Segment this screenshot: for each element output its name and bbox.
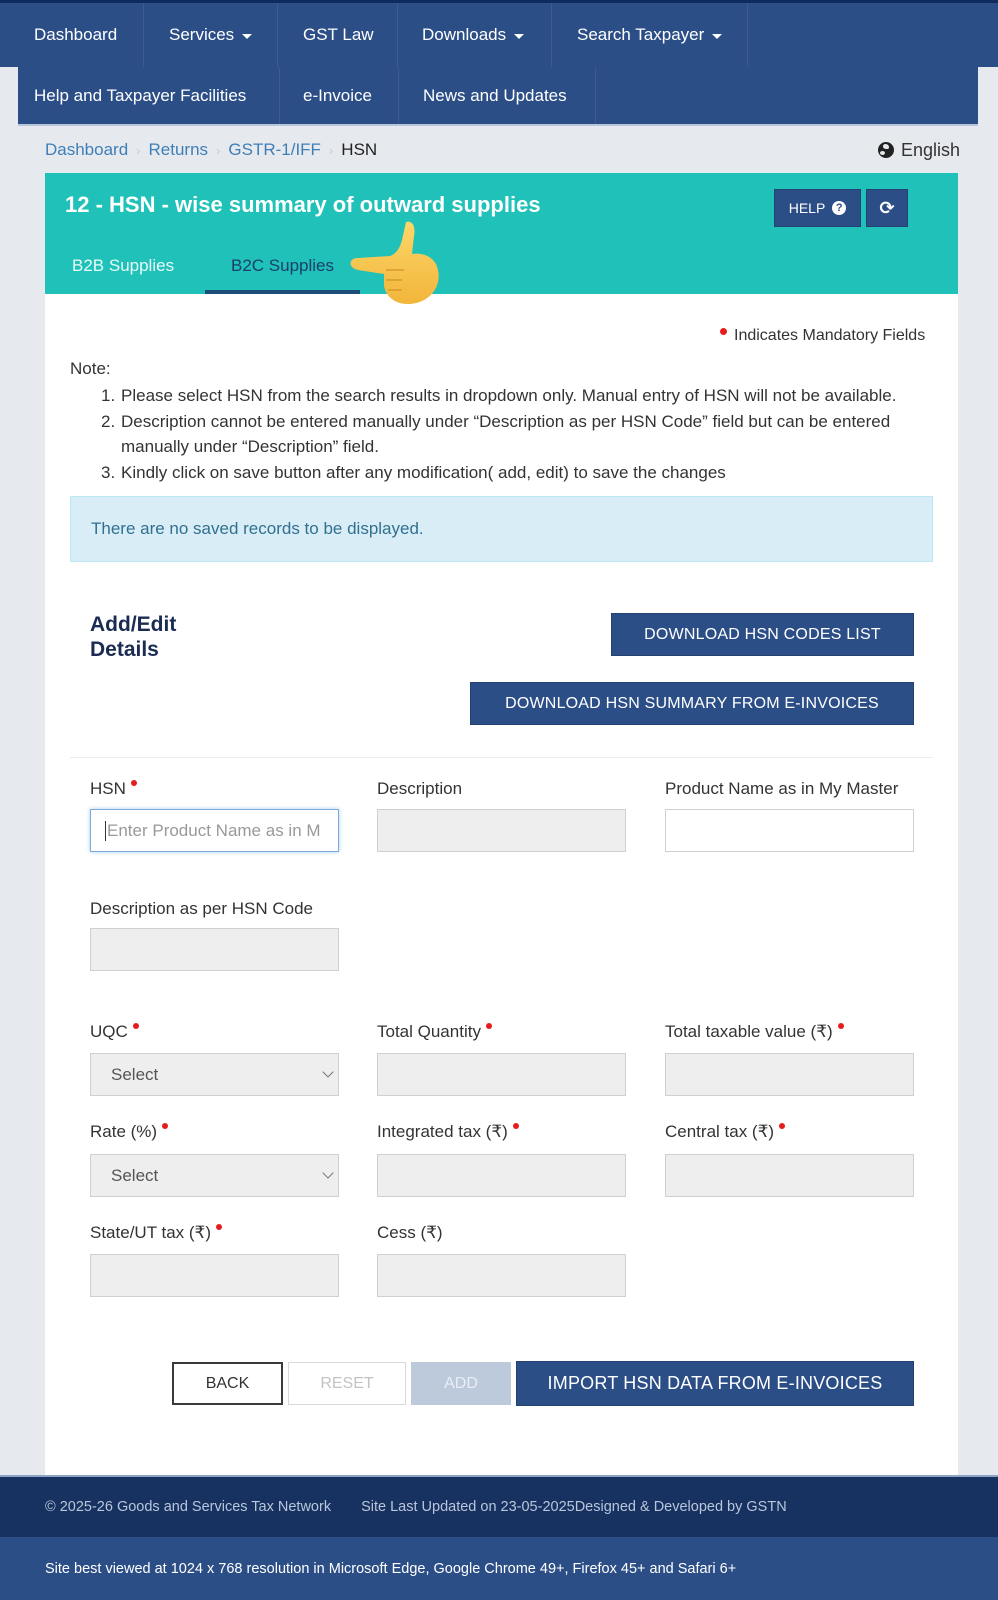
globe-icon: [878, 142, 894, 158]
description-label: [377, 779, 462, 799]
label-text: Description: [377, 779, 463, 798]
nav-divider: [595, 67, 596, 124]
nav-divider: [397, 3, 398, 67]
product-name-label: [665, 779, 898, 799]
breadcrumb-current: HSN: [341, 140, 378, 159]
note-number: 1.: [101, 386, 116, 405]
import-hsn-button[interactable]: IMPORT HSN DATA FROM E-INVOICES: [516, 1361, 914, 1406]
total-quantity-input[interactable]: [377, 1053, 626, 1096]
label-text: Cess (₹): [377, 1223, 443, 1242]
label-text: State/UT tax (₹): [90, 1223, 212, 1242]
breadcrumb-dashboard[interactable]: Dashboard: [45, 140, 129, 159]
heading-line-1: Add/Edit: [90, 613, 177, 636]
note-text: Please select HSN from the search results in dropdown only. Manual entry of HSN will not be available.: [121, 386, 897, 405]
required-dot-icon: [720, 328, 727, 335]
nav-label: GST Law: [303, 25, 374, 44]
breadcrumb: [45, 138, 377, 162]
note-number: 2.: [101, 411, 116, 431]
rate-label: [90, 1122, 168, 1142]
refresh-icon: ⟳: [879, 197, 895, 218]
integrated-tax-input[interactable]: [377, 1154, 626, 1197]
page-title: 12 - HSN - wise summary of outward supplies: [65, 192, 541, 217]
chevron-down-icon: [322, 1167, 333, 1178]
footer-browser-note: [0, 1537, 998, 1600]
tab-b2b-supplies[interactable]: B2B Supplies: [72, 256, 175, 275]
nav-label: Help and Taxpayer Facilities: [34, 85, 247, 105]
state-tax-input[interactable]: [90, 1254, 339, 1297]
text-cursor: [105, 821, 106, 841]
label-text: Rate (%): [90, 1122, 158, 1141]
required-dot-icon: [779, 1123, 785, 1129]
download-hsn-summary-button[interactable]: DOWNLOAD HSN SUMMARY FROM E-INVOICES: [470, 682, 914, 725]
nav-news-updates[interactable]: [423, 67, 567, 124]
nav-label: News and Updates: [423, 85, 567, 105]
uqc-label: [90, 1022, 139, 1042]
back-button[interactable]: BACK: [172, 1362, 283, 1405]
nav-divider: [551, 3, 552, 67]
note-list: [101, 383, 941, 485]
description-input[interactable]: [377, 809, 626, 852]
caret-down-icon: [514, 34, 524, 39]
hand-shape: [351, 222, 439, 304]
download-hsn-codes-button[interactable]: DOWNLOAD HSN CODES LIST: [611, 613, 914, 656]
cess-input[interactable]: [377, 1254, 626, 1297]
required-dot-icon: [486, 1023, 492, 1029]
cess-label: [377, 1223, 443, 1243]
footer-copyright: © 2025-26 Goods and Services Tax Network: [45, 1499, 332, 1515]
desc-hsn-label: [90, 899, 313, 919]
note-text: Description cannot be entered manually under “Description as per HSN Code” field but can be entered manually under “Description” field.: [121, 411, 891, 456]
select-value: Select: [111, 1165, 159, 1185]
hsn-input[interactable]: [90, 809, 339, 852]
main-nav-row-1: [0, 0, 998, 67]
add-edit-heading: [90, 612, 176, 662]
nav-downloads[interactable]: [422, 3, 524, 67]
main-nav-row-2: [18, 67, 978, 126]
breadcrumb-separator: ›: [136, 142, 141, 158]
label-text: Total taxable value (₹): [665, 1022, 833, 1041]
footer-best-viewed: Site best viewed at 1024 x 768 resolution in Microsoft Edge, Google Chrome 49+, Firefox 45+ and Safari 6+: [45, 1560, 737, 1577]
label-text: Product Name as in My Master: [665, 779, 899, 798]
hsn-placeholder: Enter Product Name as in M: [107, 820, 321, 840]
footer-main: [0, 1475, 998, 1537]
language-selector[interactable]: [878, 138, 960, 162]
label-text: Total Quantity: [377, 1022, 481, 1041]
alert-text: There are no saved records to be displayed.: [91, 519, 424, 538]
total-quantity-label: [377, 1022, 492, 1042]
note-item: [101, 460, 941, 486]
nav-gst-law[interactable]: [303, 3, 374, 67]
nav-divider: [277, 3, 278, 67]
nav-divider: [747, 3, 748, 67]
mandatory-note: [720, 327, 925, 345]
hsn-label: [90, 779, 137, 799]
label-text: UQC: [90, 1022, 128, 1041]
breadcrumb-returns[interactable]: Returns: [148, 140, 209, 159]
question-circle-icon: ?: [832, 201, 846, 215]
total-taxable-input[interactable]: [665, 1053, 914, 1096]
chevron-down-icon: [322, 1066, 333, 1077]
nav-help-facilities[interactable]: [34, 67, 246, 124]
note-title: Note:: [70, 359, 111, 378]
language-label: English: [901, 139, 961, 160]
central-tax-input[interactable]: [665, 1154, 914, 1197]
nav-search-taxpayer[interactable]: [577, 3, 722, 67]
reset-button[interactable]: RESET: [288, 1362, 406, 1405]
label-text: Central tax (₹): [665, 1122, 775, 1141]
nav-label: Search Taxpayer: [577, 25, 705, 44]
required-dot-icon: [513, 1123, 519, 1129]
rate-select[interactable]: [90, 1154, 339, 1197]
uqc-select[interactable]: [90, 1053, 339, 1096]
required-dot-icon: [131, 780, 137, 786]
add-button[interactable]: ADD: [411, 1362, 511, 1405]
required-dot-icon: [838, 1023, 844, 1029]
caret-down-icon: [712, 34, 722, 39]
nav-label: e-Invoice: [303, 85, 372, 105]
refresh-button[interactable]: [866, 189, 908, 227]
required-dot-icon: [162, 1123, 168, 1129]
note-item: [101, 383, 941, 409]
note-item: [101, 409, 941, 460]
breadcrumb-separator: ›: [216, 142, 221, 158]
nav-divider: [398, 67, 399, 124]
state-tax-label: [90, 1223, 222, 1243]
nav-e-invoice[interactable]: [303, 67, 372, 124]
pointing-hand-icon: [346, 218, 454, 308]
nav-divider: [279, 67, 280, 124]
tab-b2c-supplies[interactable]: B2C Supplies: [231, 256, 335, 275]
integrated-tax-label: [377, 1122, 519, 1142]
required-dot-icon: [216, 1224, 222, 1230]
nav-services[interactable]: [169, 3, 252, 67]
desc-hsn-input[interactable]: [90, 928, 339, 971]
nav-divider: [143, 3, 144, 67]
label-text: HSN: [90, 779, 126, 798]
footer-updated: Site Last Updated on 23-05-2025Designed & Developed by GSTN: [361, 1499, 787, 1515]
breadcrumb-separator: ›: [328, 142, 334, 158]
nav-dashboard[interactable]: [34, 3, 117, 67]
section-divider: [70, 757, 933, 758]
product-name-input[interactable]: [665, 809, 914, 852]
label-text: Description as per HSN Code: [90, 899, 313, 918]
label-text: Integrated tax (₹): [377, 1122, 508, 1141]
mandatory-note-text: Indicates Mandatory Fields: [734, 327, 926, 344]
caret-down-icon: [242, 34, 252, 39]
heading-line-2: Details: [90, 638, 159, 661]
note-text: Kindly click on save button after any modification( add, edit) to save the changes: [121, 462, 726, 482]
help-label: HELP: [788, 200, 826, 216]
nav-label: Services: [169, 25, 235, 44]
central-tax-label: [665, 1122, 785, 1142]
info-alert: [70, 496, 933, 562]
nav-label: Downloads: [422, 25, 507, 44]
breadcrumb-gstr1[interactable]: GSTR-1/IFF: [228, 140, 321, 159]
required-dot-icon: [133, 1023, 139, 1029]
total-taxable-label: [665, 1022, 844, 1042]
help-button[interactable]: [774, 189, 861, 227]
note-number: 3.: [101, 462, 116, 482]
nav-label: Dashboard: [34, 25, 118, 44]
select-value: Select: [111, 1064, 159, 1084]
